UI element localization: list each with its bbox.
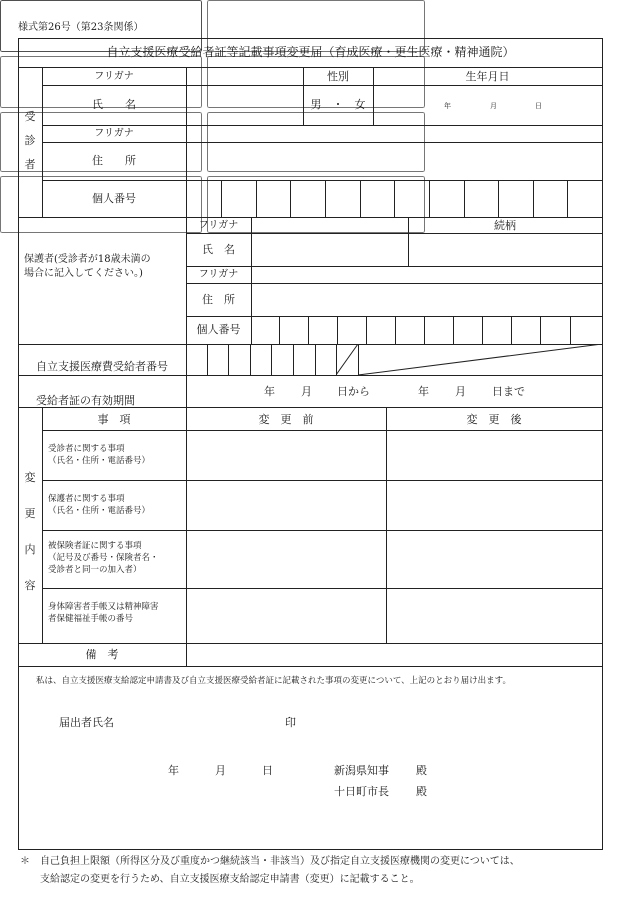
rule <box>290 180 291 217</box>
rule <box>42 430 603 431</box>
rule <box>207 344 208 375</box>
patient-furigana-label: フリガナ <box>94 71 134 82</box>
validity-until: 日まで <box>492 385 525 398</box>
change-row-3-line2: （記号及び番号・保険者名・ <box>48 553 159 563</box>
patient-address-furigana-input[interactable] <box>188 126 600 141</box>
change-row-2-line1: 保護者に関する事項 <box>48 494 125 504</box>
rule <box>42 180 603 181</box>
rule <box>570 316 571 344</box>
recipient-number-label: 自立支援医療費受給者番号 <box>36 360 168 373</box>
rule <box>325 180 326 217</box>
guardian-furigana-input[interactable] <box>253 218 406 232</box>
rule <box>186 375 187 407</box>
changes-section-label <box>20 460 40 604</box>
patient-birth-month: 月 <box>490 102 497 110</box>
change-row-1-line1: 受診者に関する事項 <box>48 444 125 454</box>
patient-address-input[interactable] <box>188 144 600 179</box>
rule <box>186 283 603 284</box>
rule <box>221 180 222 217</box>
guardian-section-label-1: 保護者(受診者が18歳未満の <box>24 254 151 265</box>
rule <box>42 530 603 531</box>
frame-right <box>602 38 603 850</box>
rule <box>228 344 229 375</box>
rule <box>337 316 338 344</box>
guardian-name-input[interactable] <box>253 235 406 265</box>
validity-year1: 年 <box>264 385 275 398</box>
guardian-furigana2-label: フリガナ <box>198 269 239 280</box>
patient-section-label <box>20 105 40 177</box>
notifier-name-input[interactable] <box>125 713 280 731</box>
rule <box>540 316 541 344</box>
guardian-individual-number-label: 個人番号 <box>196 323 241 336</box>
patient-name-label: 氏 名 <box>92 98 136 111</box>
label-char: 変 <box>24 471 36 484</box>
guardian-address-furigana-input[interactable] <box>253 267 600 282</box>
rule <box>360 180 361 217</box>
frame-left <box>18 38 19 850</box>
form-title: 自立支援医療受給者証等記載事項変更届（育成医療・更生医療・精神通院） <box>106 45 515 59</box>
label-char: 診 <box>24 134 36 147</box>
rule <box>42 407 43 643</box>
patient-name-input[interactable] <box>188 87 300 123</box>
patient-birth-header: 生年月日 <box>465 70 510 83</box>
date-month: 月 <box>215 764 226 777</box>
rule <box>464 180 465 217</box>
guardian-name-label: 氏 名 <box>202 243 235 256</box>
label-char: 受 <box>24 110 36 123</box>
rule <box>186 344 187 375</box>
frame-bottom <box>18 849 603 850</box>
rule <box>186 233 603 234</box>
patient-address-label: 住 所 <box>92 154 136 167</box>
rule <box>386 407 387 643</box>
rule <box>42 142 603 143</box>
notifier-label: 届出者氏名 <box>59 716 114 729</box>
rule <box>186 643 187 666</box>
rule <box>511 316 512 344</box>
rule <box>18 67 603 68</box>
date-day: 日 <box>262 764 273 777</box>
rule <box>315 344 316 375</box>
addressee-mayor: 十日町市長 <box>334 785 389 798</box>
validity-month1: 月 <box>301 385 312 398</box>
declaration-text: 私は、自立支援医療支給認定申請書及び自立支援医療受給者証に記載された事項の変更について、上記のとおり届け出ます。 <box>36 676 511 686</box>
rule <box>567 180 568 217</box>
patient-gender-options[interactable]: 男 ・ 女 <box>310 98 366 111</box>
rule <box>250 344 251 375</box>
rule <box>256 180 257 217</box>
patient-birth-day: 日 <box>535 102 542 110</box>
recipient-number-slash <box>336 344 603 376</box>
label-char: 者 <box>24 158 36 171</box>
change-row-4-line2: 者保健福祉手帳の番号 <box>48 614 134 624</box>
guardian-address-input[interactable] <box>253 285 600 315</box>
rule <box>271 344 272 375</box>
rule <box>186 407 187 643</box>
honorific-2: 殿 <box>416 785 427 798</box>
rule <box>453 316 454 344</box>
change-row-4-line1: 身体障害者手帳又は精神障害 <box>48 602 159 612</box>
guardian-furigana-label: フリガナ <box>198 220 239 231</box>
guardian-address-label: 住 所 <box>202 293 235 306</box>
guardian-relation-header: 続柄 <box>494 219 516 232</box>
patient-gender-header: 性別 <box>327 70 349 83</box>
validity-from: 日から <box>337 385 370 398</box>
patient-individual-number-label: 個人番号 <box>92 192 136 205</box>
rule <box>498 180 499 217</box>
rule <box>394 180 395 217</box>
changes-header-item: 事 項 <box>97 413 131 426</box>
remarks-input[interactable] <box>188 645 600 665</box>
change-row-3-line1: 被保険者証に関する事項 <box>48 541 142 551</box>
change-row-1-line2: （氏名・住所・電話番号） <box>48 456 151 466</box>
frame-top <box>18 38 603 39</box>
guardian-relation-input[interactable] <box>410 235 600 265</box>
rule <box>293 344 294 375</box>
rule <box>18 666 603 667</box>
changes-header-before: 変 更 前 <box>258 413 314 426</box>
rule <box>482 316 483 344</box>
footnote-line2: 支給認定の変更を行うため、自立支援医療支給認定申請書（変更）に記載すること。 <box>40 874 420 885</box>
guardian-section-label-2: 場合に記入してください。) <box>24 268 143 279</box>
form-number: 様式第26号（第23条関係） <box>18 22 144 33</box>
rule <box>18 375 603 376</box>
rule <box>18 643 603 644</box>
patient-furigana-input[interactable] <box>188 68 300 84</box>
date-year: 年 <box>168 764 179 777</box>
rule <box>42 588 603 589</box>
rule <box>533 180 534 217</box>
label-char: 内 <box>24 543 36 556</box>
footnote-mark: ＊ <box>20 856 30 867</box>
rule <box>251 217 252 344</box>
honorific-1: 殿 <box>416 764 427 777</box>
patient-furigana2-label: フリガナ <box>94 128 134 139</box>
rule <box>424 316 425 344</box>
validity-month2: 月 <box>455 385 466 398</box>
changes-header-after: 変 更 後 <box>466 413 522 426</box>
seal-mark: 印 <box>285 716 296 729</box>
rule <box>279 316 280 344</box>
label-char: 更 <box>24 507 36 520</box>
patient-birth-year: 年 <box>444 102 451 110</box>
rule <box>366 316 367 344</box>
change-row-2-line2: （氏名・住所・電話番号） <box>48 506 151 516</box>
rule <box>429 180 430 217</box>
rule <box>308 316 309 344</box>
change-row-3-line3: 受診者と同一の加入者） <box>48 565 142 575</box>
addressee-governor: 新潟県知事 <box>334 764 389 777</box>
rule <box>42 85 603 86</box>
validity-year2: 年 <box>418 385 429 398</box>
remarks-label: 備 考 <box>85 648 119 661</box>
footnote-line1: 自己負担上限額（所得区分及び重度かつ継続該当・非該当）及び指定自立支援医療機関の変更については、 <box>40 856 520 867</box>
rule <box>395 316 396 344</box>
validity-label: 受給者証の有効期間 <box>36 394 135 407</box>
label-char: 容 <box>24 579 36 592</box>
rule <box>42 480 603 481</box>
